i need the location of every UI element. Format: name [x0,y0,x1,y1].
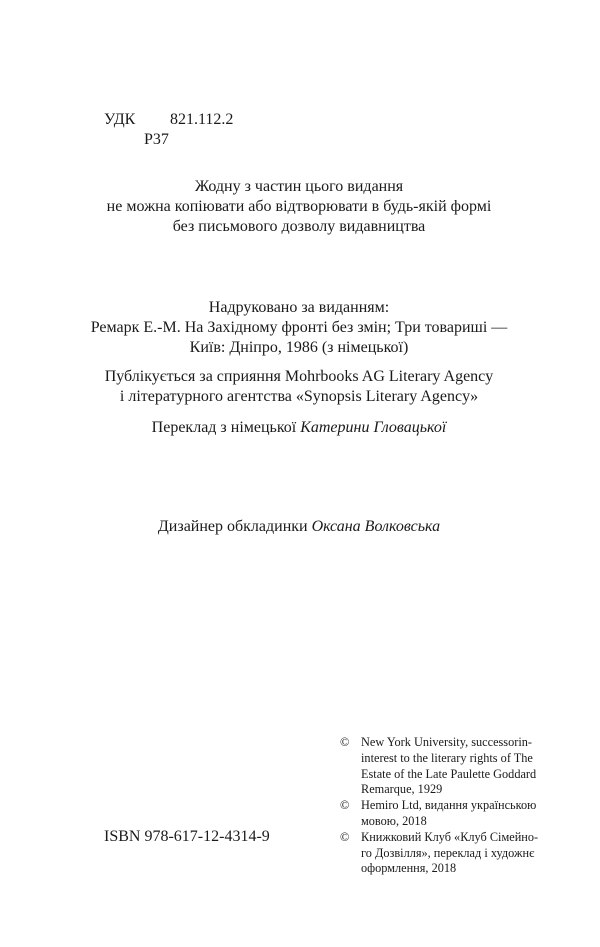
copyright-block [340,735,540,877]
copyright-icon: © [340,735,350,749]
copyright-line: го Дозвілля», переклад і художнє [361,845,535,860]
copyright-entry [340,798,540,830]
copyright-line: Hemiro Ltd, видання українською [361,798,537,813]
agency-line: і літературного агентства «Synopsis Literary Agency» [119,388,479,405]
copy-notice-line: не можна копіювати або відтворювати в будь-якій формі [106,198,492,215]
copyright-icon: © [340,798,350,813]
copyright-line: New York University, successorin- [361,735,532,749]
copy-notice-line: без письмового дозволу видавництва [172,218,426,235]
copyright-line: мовою, 2018 [361,813,427,828]
agency-block [60,367,538,407]
copyright-line: оформлення, 2018 [361,861,457,876]
copyright-entry [340,735,540,798]
translation-credit [60,418,538,438]
copyright-line: Estate of the Late Paulette Goddard [361,766,537,781]
copyright-line: Книжковий Клуб «Клуб Сімейно- [361,829,539,844]
printed-from-line: Ремарк Е.-М. На Західному фронті без змін; Три товариші — [90,319,508,336]
copyright-line: interest to the literary rights of The [361,750,533,765]
copy-notice [60,177,538,237]
copyright-entry [340,830,540,877]
translator-name: Катерини Гловацької [300,419,447,436]
designer-credit [60,517,538,537]
isbn: ISBN 978-617-12-4314-9 [104,828,270,845]
printed-from-line: Надруковано за виданням: [208,299,390,316]
agency-line: Публікується за сприяння Mohrbooks AG Literary Agency [104,368,494,385]
udk-code: 821.112.2 [170,111,234,128]
copyright-icon: © [340,829,350,844]
printed-from-line: Київ: Дніпро, 1986 (з німецької) [189,339,409,356]
copy-notice-line: Жодну з частин цього видання [194,178,404,195]
udk-author-mark: Р37 [144,131,169,148]
translation-label: Переклад з німецької [151,419,297,436]
copyright-line: Remarque, 1929 [361,782,443,797]
designer-name: Оксана Волковська [311,518,441,535]
printed-from-block [60,298,538,358]
designer-label: Дизайнер обкладинки [157,518,308,535]
udk-label: УДК [104,111,136,128]
